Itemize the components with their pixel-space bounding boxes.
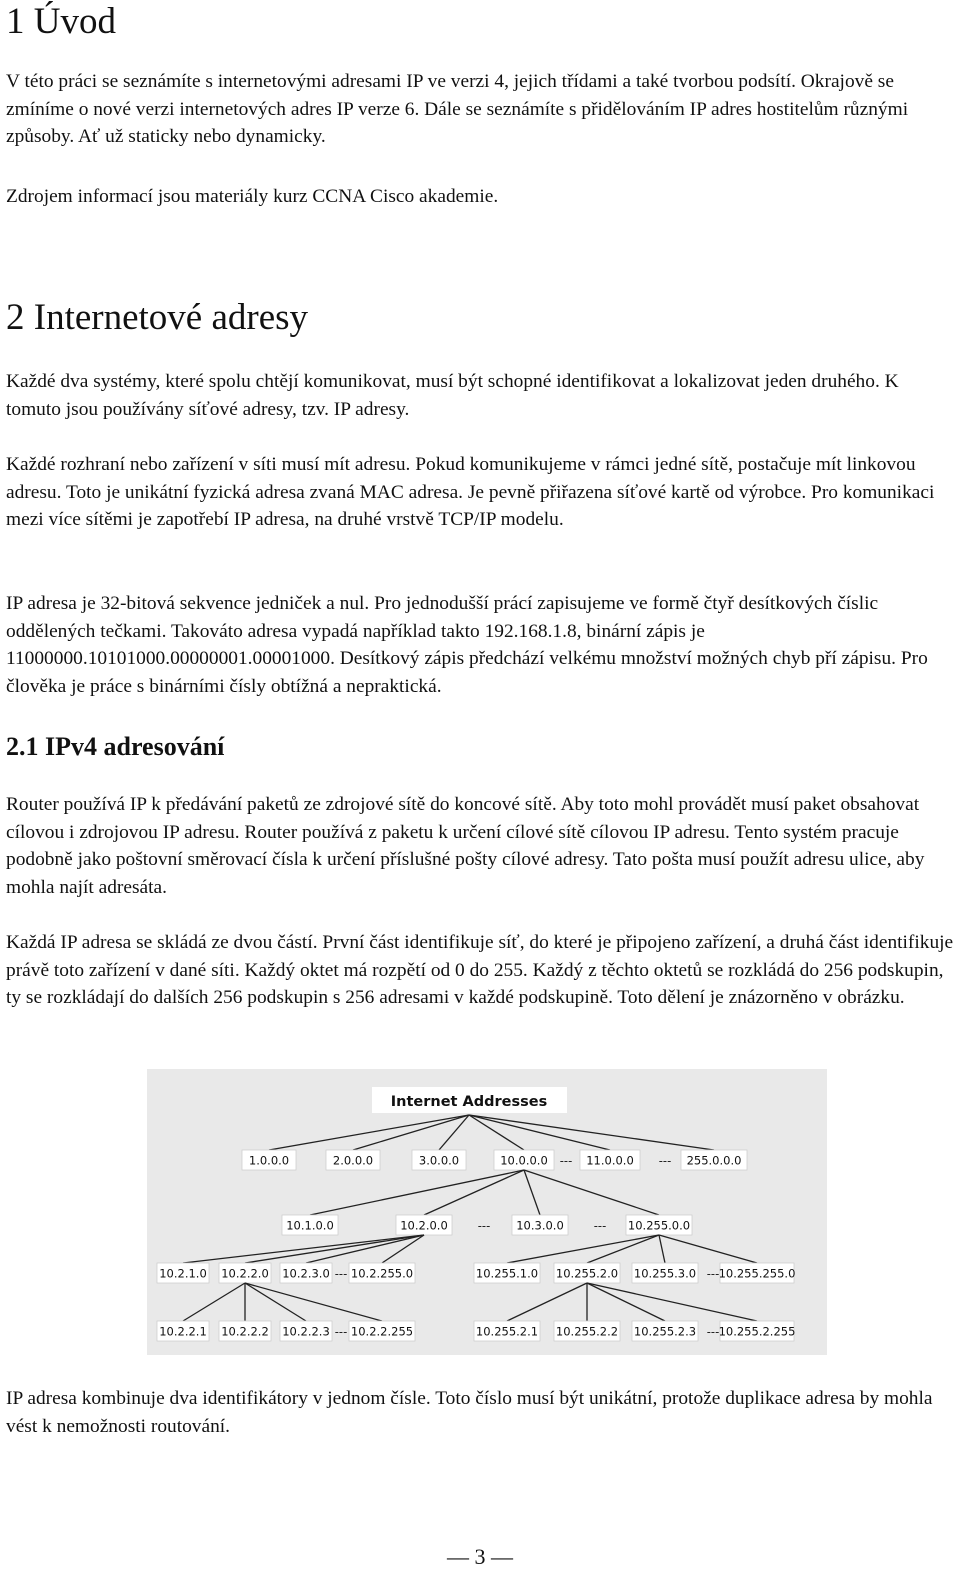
ipv4-paragraph-after-figure: IP adresa kombinuje dva identifikátory v jednom čísle. Toto číslo musí být unikátní, protože duplikace adresa by mohla vést k nemožnosti routování. <box>6 1388 933 1437</box>
address-tree-diagram <box>147 1069 827 1355</box>
page-number <box>0 1544 960 1570</box>
tree-link-l4a-3 <box>245 1283 382 1321</box>
page-number-value: 3 <box>474 1544 486 1569</box>
ellipsis-l3-b: --- <box>706 1266 720 1281</box>
node-l3-5-label: 10.255.2.0 <box>555 1266 619 1281</box>
tree-link-l4a-0 <box>183 1283 245 1321</box>
tree-link-l2-0 <box>310 1170 524 1215</box>
ellipsis-l1-b: --- <box>658 1153 672 1168</box>
addresses-paragraph-3: IP adresa je 32-bitová sekvence jedniček a nul. Pro jednodušší prácí zapisujeme ve formě čtyř desítkových číslic oddělených tečkami. Takováto adresa vypadá například takto 192.168.1.8, binární zápis je 11000000.10101000.00000001.00001000. Desítkový zápis předchází velkému množství možných chyb pří zápisu. Pro člověka je práce s binárními čísly obtížná a nepraktická. <box>6 593 928 697</box>
ellipsis-l3-a: --- <box>334 1266 348 1281</box>
node-l3-3-label: 10.2.255.0 <box>350 1266 414 1281</box>
tree-link-l3b-3 <box>659 1235 757 1263</box>
tree-link-root-3 <box>469 1115 524 1150</box>
addresses-paragraph-1: Každé dva systémy, které spolu chtějí komunikovat, musí být schopné identifikovat a lokalizovat jeden druhého. K tomuto jsou používány síťové adresy, tzv. IP adresy. <box>6 371 899 420</box>
node-l2-1-label: 10.2.0.0 <box>400 1218 448 1233</box>
node-l4-6-label: 10.255.2.3 <box>633 1324 697 1339</box>
node-l3-7-label: 10.255.255.0 <box>718 1266 796 1281</box>
page-number-dash-right: — <box>491 1544 513 1569</box>
tree-link-root-2 <box>439 1115 469 1150</box>
node-l4-5-label: 10.255.2.2 <box>555 1324 619 1339</box>
tree-link-l2-3 <box>524 1170 659 1215</box>
node-l3-4-label: 10.255.1.0 <box>475 1266 539 1281</box>
node-l4-1-label: 10.2.2.2 <box>221 1324 269 1339</box>
tree-link-l3b-1 <box>587 1235 659 1263</box>
node-l3-0-label: 10.2.1.0 <box>159 1266 207 1281</box>
internet-addresses-figure <box>147 1069 827 1355</box>
intro-paragraph: V této práci se seznámíte s internetovými adresami IP ve verzi 4, jejich třídami a také tvorbou podsítí. Okrajově se zmíníme o nové verzi internetových adres IP verze 6. Dále se seznámíte s přidělováním IP adres hostitelům různými způsoby. Ať už staticky nebo dynamicky. <box>6 71 909 147</box>
tree-link-l3b-2 <box>659 1235 665 1263</box>
tree-link-l4b-2 <box>587 1283 665 1321</box>
node-l4-0-label: 10.2.2.1 <box>159 1324 207 1339</box>
tree-link-l4a-2 <box>245 1283 306 1321</box>
node-l2-3-label: 10.255.0.0 <box>627 1218 691 1233</box>
node-l2-0-label: 10.1.0.0 <box>286 1218 334 1233</box>
section-heading-internet-addresses: 2 Internetové adresy <box>6 297 309 338</box>
node-l1-4-label: 11.0.0.0 <box>586 1153 634 1168</box>
tree-link-l3a-1 <box>245 1235 424 1263</box>
ellipsis-l2-a: --- <box>477 1218 491 1233</box>
tree-link-l4b-3 <box>587 1283 757 1321</box>
page-number-dash-left: — <box>447 1544 469 1569</box>
node-l4-4-label: 10.255.2.1 <box>475 1324 539 1339</box>
node-l3-2-label: 10.2.3.0 <box>282 1266 330 1281</box>
tree-link-l4b-0 <box>507 1283 587 1321</box>
source-paragraph: Zdrojem informací jsou materiály kurz CCNA Cisco akademie. <box>6 186 499 207</box>
addresses-paragraph-2: Každé rozhraní nebo zařízení v síti musí mít adresu. Pokud komunikujeme v rámci jedné sítě, postačuje mít linkovou adresu. Toto je unikátní fyzická adresa zvaná MAC adresa. Je pevně přiřazena síťové kartě od výrobce. Pro komunikaci mezi více sítěmi je zapotřebí IP adresa, na druhé vrstvě TCP/IP modelu. <box>6 454 935 530</box>
node-l1-5-label: 255.0.0.0 <box>686 1153 742 1168</box>
node-l4-3-label: 10.2.2.255 <box>350 1324 414 1339</box>
node-l4-7-label: 10.255.2.255 <box>718 1324 796 1339</box>
node-l3-6-label: 10.255.3.0 <box>633 1266 697 1281</box>
section-heading-uvod: 1 Úvod <box>6 1 116 42</box>
tree-link-l3a-2 <box>306 1235 424 1263</box>
node-l2-2-label: 10.3.0.0 <box>516 1218 564 1233</box>
ellipsis-l2-b: --- <box>593 1218 607 1233</box>
ellipsis-l4-a: --- <box>334 1324 348 1339</box>
node-l4-2-label: 10.2.2.3 <box>282 1324 330 1339</box>
tree-link-l3b-0 <box>507 1235 659 1263</box>
node-l3-1-label: 10.2.2.0 <box>221 1266 269 1281</box>
node-l1-0-label: 1.0.0.0 <box>248 1153 290 1168</box>
tree-link-l2-1 <box>424 1170 524 1215</box>
ellipsis-l4-b: --- <box>706 1324 720 1339</box>
tree-link-l2-2 <box>524 1170 540 1215</box>
ipv4-paragraph-2: Každá IP adresa se skládá ze dvou částí. První část identifikuje síť, do které je připojeno zařízení, a druhá část identifikuje právě toto zařízení v dané síti. Každý oktet má rozpětí od 0 do 255. Každý z těchto oktetů se rozkládá do 256 podskupin, ty se rozkládají do dalších 256 podskupin s 256 adresami v každé podskupině. Toto dělení je znázorněno v obrázku. <box>6 932 954 1008</box>
figure-title: Internet Addresses <box>390 1094 548 1110</box>
subsection-heading-ipv4: 2.1 IPv4 adresování <box>6 732 225 761</box>
ipv4-paragraph-1: Router používá IP k předávání paketů ze zdrojové sítě do koncové sítě. Aby toto mohl provádět musí paket obsahovat cílovou i zdrojovou IP adresu. Router používá z paketu k určení cílové sítě cílovou IP adresu. Tento systém pracuje podobně jako poštovní směrovací čísla k určení příslušné pošty cílové adresy. Tato pošta musí použít adresu ulice, aby mohla najít adresáta. <box>6 794 925 898</box>
ellipsis-l1-a: --- <box>559 1153 573 1168</box>
node-l1-3-label: 10.0.0.0 <box>500 1153 548 1168</box>
node-l1-2-label: 3.0.0.0 <box>418 1153 460 1168</box>
node-l1-1-label: 2.0.0.0 <box>332 1153 374 1168</box>
